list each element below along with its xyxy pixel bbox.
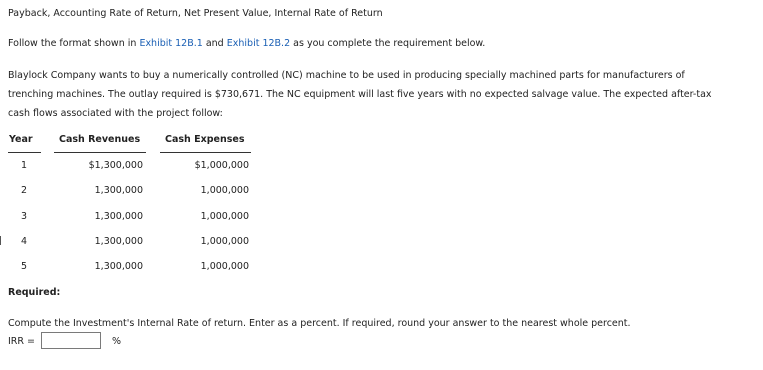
row-expenses: 1,000,000 — [200, 261, 249, 272]
row-expenses: 1,000,000 — [200, 211, 249, 222]
irr-label: IRR = — [8, 336, 35, 347]
row-revenues: 1,300,000 — [94, 261, 143, 272]
row-year: 5 — [20, 261, 27, 272]
instructions-suffix: as you complete the requirement below. — [293, 38, 486, 49]
paragraph-line-3: cash flows associated with the project follow: — [8, 108, 223, 119]
instructions-prefix: Follow the format shown in — [8, 38, 137, 49]
exhibit-12b2-link[interactable]: Exhibit 12B.2 — [226, 38, 291, 49]
header-cash-expenses: Cash Expenses — [165, 134, 245, 145]
header-rule-year — [8, 152, 41, 153]
required-instructions: Compute the Investment's Internal Rate of return. Enter as a percent. If required, round your answer to the nearest whole percent. — [8, 318, 631, 329]
paragraph-line-2: trenching machines. The outlay required is $730,671. The NC equipment will last five years with no expected salvage value. The expected after-tax — [8, 89, 712, 100]
instructions-line — [8, 38, 485, 49]
row-revenues: 1,300,000 — [94, 211, 143, 222]
page-title: Payback, Accounting Rate of Return, Net Present Value, Internal Rate of Return — [8, 8, 383, 19]
row-year: 3 — [20, 211, 27, 222]
percent-unit: % — [112, 336, 122, 347]
row-year: 2 — [20, 185, 27, 196]
paragraph-line-1: Blaylock Company wants to buy a numerically controlled (NC) machine to be used in producing specially machined parts for manufacturers of — [8, 70, 685, 81]
edge-marker — [0, 236, 1, 245]
row-expenses: $1,000,000 — [194, 160, 249, 171]
row-revenues: $1,300,000 — [88, 160, 143, 171]
header-year: Year — [9, 134, 33, 145]
instructions-middle: and — [205, 38, 224, 49]
header-rule-expenses — [160, 152, 251, 153]
required-heading: Required: — [8, 287, 61, 298]
exhibit-12b1-link[interactable]: Exhibit 12B.1 — [139, 38, 203, 49]
row-expenses: 1,000,000 — [200, 185, 249, 196]
row-year: 4 — [20, 236, 27, 247]
row-expenses: 1,000,000 — [200, 236, 249, 247]
row-revenues: 1,300,000 — [94, 236, 143, 247]
irr-input[interactable] — [41, 332, 101, 349]
row-revenues: 1,300,000 — [94, 185, 143, 196]
header-cash-revenues: Cash Revenues — [59, 134, 141, 145]
row-year: 1 — [20, 160, 27, 171]
header-rule-revenues — [54, 152, 146, 153]
problem-paragraph — [8, 66, 758, 123]
